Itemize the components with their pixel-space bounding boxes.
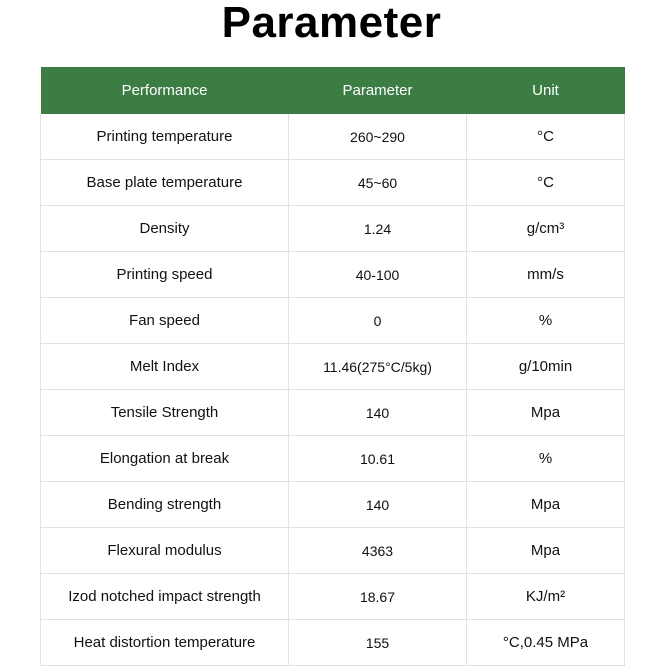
- parameter-cell: 18.67: [289, 574, 467, 620]
- table-row: [41, 160, 625, 206]
- performance-cell: Printing speed: [41, 252, 289, 298]
- table-row: [41, 574, 625, 620]
- unit-cell: °C,0.45 MPa: [467, 620, 625, 666]
- parameter-cell: 155: [289, 620, 467, 666]
- parameter-cell: 11.46(275°C/5kg): [289, 344, 467, 390]
- table-header: [41, 67, 625, 114]
- table-row: [41, 436, 625, 482]
- performance-cell: Melt Index: [41, 344, 289, 390]
- unit-cell: °C: [467, 114, 625, 160]
- table-row: [41, 482, 625, 528]
- parameter-cell: 45~60: [289, 160, 467, 206]
- unit-cell: °C: [467, 160, 625, 206]
- table-row: [41, 528, 625, 574]
- table-row: [41, 114, 625, 160]
- performance-cell: Density: [41, 206, 289, 252]
- performance-cell: Bending strength: [41, 482, 289, 528]
- parameter-cell: 10.61: [289, 436, 467, 482]
- performance-cell: Fan speed: [41, 298, 289, 344]
- unit-cell: mm/s: [467, 252, 625, 298]
- table-row: [41, 252, 625, 298]
- table-row: [41, 620, 625, 666]
- performance-cell: Printing temperature: [41, 114, 289, 160]
- parameter-cell: 4363: [289, 528, 467, 574]
- unit-cell: g/cm³: [467, 206, 625, 252]
- performance-cell: Flexural modulus: [41, 528, 289, 574]
- unit-cell: g/10min: [467, 344, 625, 390]
- header-performance: Performance: [41, 67, 289, 114]
- table-row: [41, 298, 625, 344]
- parameter-table: [40, 67, 625, 666]
- header-unit: Unit: [467, 67, 625, 114]
- parameter-cell: 40-100: [289, 252, 467, 298]
- table-row: [41, 390, 625, 436]
- unit-cell: KJ/m²: [467, 574, 625, 620]
- performance-cell: Elongation at break: [41, 436, 289, 482]
- performance-cell: Base plate temperature: [41, 160, 289, 206]
- parameter-cell: 140: [289, 482, 467, 528]
- table-body: [41, 114, 625, 666]
- page-title: Parameter: [221, 0, 442, 47]
- unit-cell: Mpa: [467, 528, 625, 574]
- header-row: [41, 67, 625, 114]
- header-parameter: Parameter: [289, 67, 467, 114]
- parameter-cell: 140: [289, 390, 467, 436]
- performance-cell: Izod notched impact strength: [41, 574, 289, 620]
- unit-cell: %: [467, 436, 625, 482]
- performance-cell: Heat distortion temperature: [41, 620, 289, 666]
- table-row: [41, 206, 625, 252]
- performance-cell: Tensile Strength: [41, 390, 289, 436]
- parameter-cell: 0: [289, 298, 467, 344]
- table-row: [41, 344, 625, 390]
- unit-cell: Mpa: [467, 390, 625, 436]
- unit-cell: %: [467, 298, 625, 344]
- unit-cell: Mpa: [467, 482, 625, 528]
- parameter-cell: 1.24: [289, 206, 467, 252]
- parameter-cell: 260~290: [289, 114, 467, 160]
